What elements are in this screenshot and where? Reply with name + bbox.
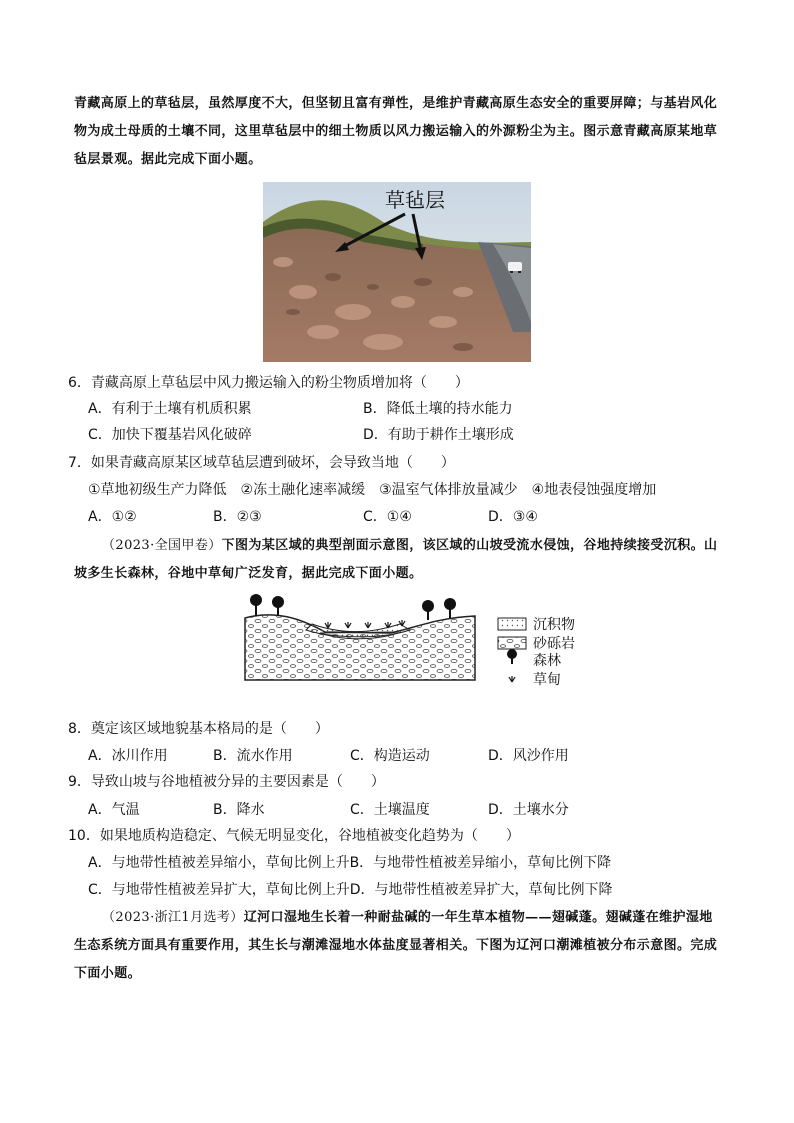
q10-options-ab: A．与地带性植被差异缩小，草甸比例上升B．与地带性植被差异缩小，草甸比例下降 [88, 855, 612, 871]
q6-option-a: A．有利于土壤有机质积累 [88, 401, 252, 417]
intro-3-text: 辽河口湿地生长着一种耐盐碱的一年生草本植物——翅碱蓬。翅碱蓬在维护湿地生态系统方面具有重要作用，其生长与潮滩湿地水体盐度显著相关。下图为辽河口潮滩植被分布示意图。完成下面小题。 [74, 910, 718, 981]
grass-mat-photo [263, 182, 531, 362]
q7-option-c: C．①④ [363, 509, 412, 525]
question-7-stem: 7．如果青藏高原某区域草毡层遭到破坏，会导致当地（ ） [68, 455, 455, 471]
q9-option-c: C．土壤温度 [350, 802, 430, 818]
legend-forest-label: 森林 [533, 653, 561, 669]
q7-statements: ①草地初级生产力降低 ②冻土融化速率减缓 ③温室气体排放量减少 ④地表侵蚀强度增加 [88, 482, 657, 498]
cross-section-diagram [240, 588, 590, 688]
photo-label: 草毡层 [385, 188, 445, 212]
intro-paragraph-3 [74, 904, 724, 988]
q7-option-b: B．②③ [213, 509, 262, 525]
legend-sediment-label: 沉积物 [533, 617, 575, 633]
q7-option-a: A．①② [88, 509, 137, 525]
intro-2-text: 下图为某区域的典型剖面示意图，该区域的山坡受流水侵蚀，谷地持续接受沉积。山坡多生长森林，谷地中草甸广泛发育，据此完成下面小题。 [74, 538, 718, 581]
section-block [245, 615, 475, 680]
question-10-stem: 10．如果地质构造稳定、气候无明显变化，谷地植被变化趋势为（ ） [68, 828, 520, 844]
q8-option-b: B．流水作用 [213, 748, 293, 764]
question-6-stem: 6．青藏高原上草毡层中风力搬运输入的粉尘物质增加将（ ） [68, 375, 469, 391]
q9-option-a: A．气温 [88, 802, 140, 818]
q9-option-d: D．土壤水分 [488, 802, 569, 818]
intro-2-source: （2023·全国甲卷） [102, 538, 222, 553]
q8-option-d: D．风沙作用 [488, 748, 569, 764]
question-8-stem: 8．奠定该区域地貌基本格局的是（ ） [68, 721, 329, 737]
q6-option-d: D．有助于耕作土壤形成 [363, 427, 514, 443]
intro-3-source: （2023·浙江1月选考） [102, 910, 244, 925]
q10-options-cd: C．与地带性植被差异扩大，草甸比例上升D．与地带性植被差异扩大，草甸比例下降 [88, 882, 613, 898]
intro-paragraph-2 [74, 532, 724, 588]
legend-conglomerate-label: 砂砾岩 [533, 636, 575, 652]
q8-option-a: A．冰川作用 [88, 748, 168, 764]
legend [498, 616, 575, 688]
q8-option-c: C．构造运动 [350, 748, 430, 764]
question-9-stem: 9．导致山坡与谷地植被分异的主要因素是（ ） [68, 774, 385, 790]
q7-option-d: D．③④ [488, 509, 538, 525]
q6-option-b: B．降低土壤的持水能力 [363, 401, 513, 417]
q6-option-c: C．加快下覆基岩风化破碎 [88, 427, 252, 443]
intro-paragraph-1: 青藏高原上的草毡层，虽然厚度不大，但坚韧且富有弹性，是维护青藏高原生态安全的重要屏障；与基岩风化物为成土母质的土壤不同，这里草毡层中的细土物质以风力搬运输入的外源粉尘为主。图示意青藏高原某地草毡层景观。据此完成下面小题。 [74, 96, 718, 167]
q9-option-b: B．降水 [213, 802, 265, 818]
legend-meadow-label: 草甸 [533, 672, 561, 688]
